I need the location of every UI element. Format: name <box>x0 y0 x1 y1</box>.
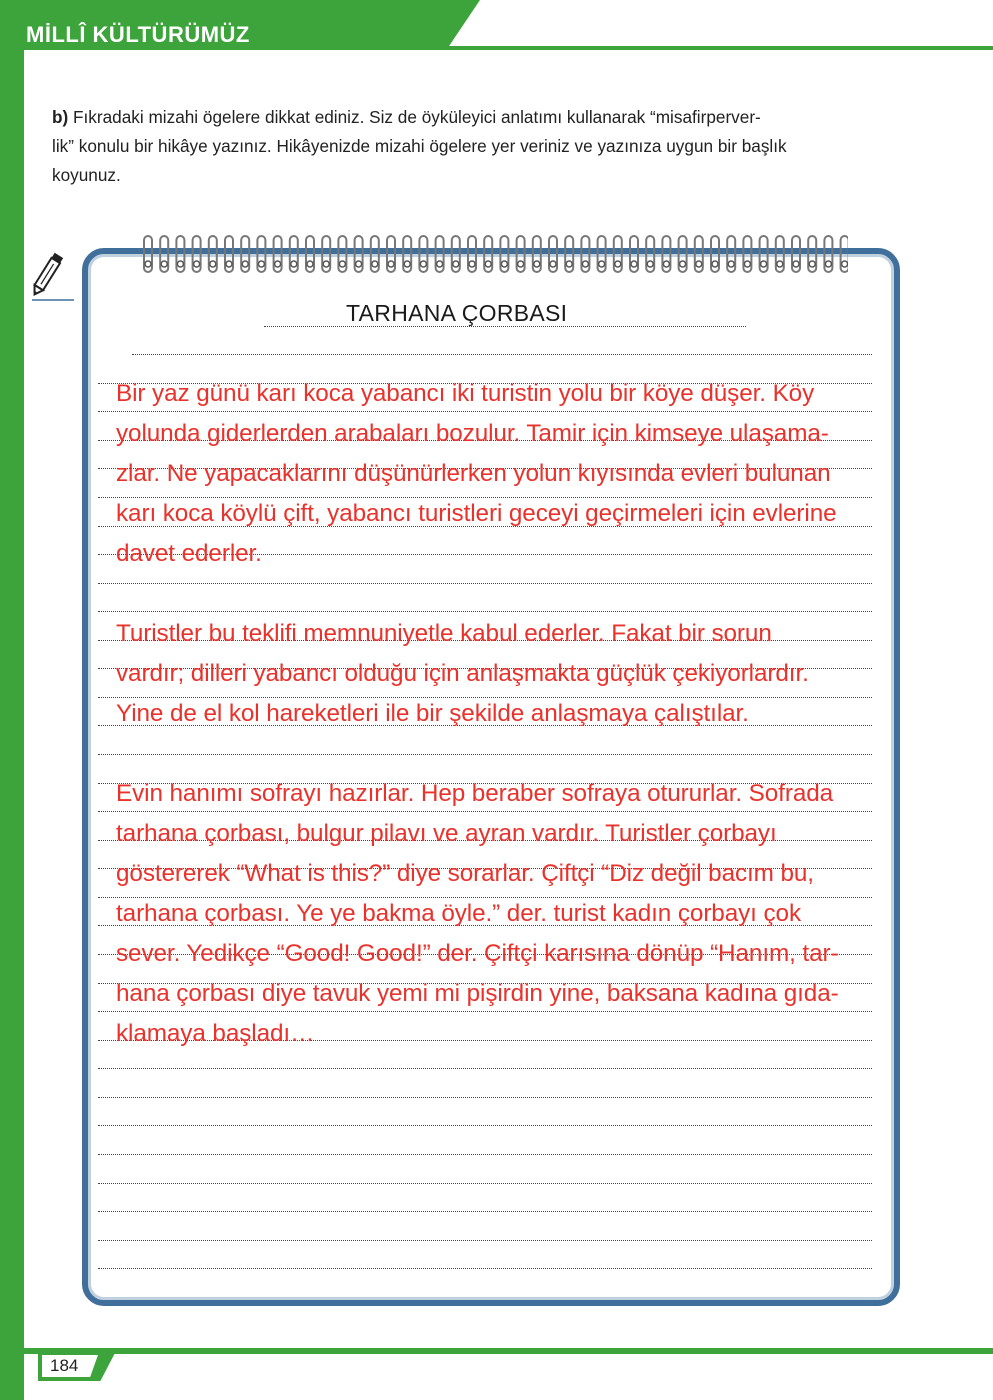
spiral-ring <box>581 236 589 272</box>
story-line: Yine de el kol hareketleri ile bir şekilde anlaşmaya çalıştılar. <box>116 700 749 727</box>
story-line: tarhana çorbası, bulgur pilavı ve ayran vardır. Turistler çorbayı <box>116 820 777 847</box>
spiral-ring <box>679 236 687 272</box>
spiral-ring <box>743 236 751 272</box>
spiral-ring <box>452 236 460 272</box>
page-number: 184 <box>50 1356 79 1375</box>
story-line: sever. Yedikçe “Good! Good!” der. Çiftçi karısına dönüp “Hanım, tar- <box>116 940 839 967</box>
instruction-text <box>52 103 914 190</box>
spiral-ring <box>517 236 525 272</box>
story-title: TARHANA ÇORBASI <box>346 300 568 326</box>
ruled-line <box>98 1211 872 1212</box>
spiral-ring <box>160 236 168 272</box>
instruction-line-1: Fıkradaki mizahi ögelere dikkat ediniz. Siz de öyküleyici anlatımı kullanarak “misafirperver- <box>68 107 761 127</box>
story-line: hana çorbası diye tavuk yemi mi pişirdin yine, baksana kadına gıda- <box>116 980 839 1007</box>
spiral-ring <box>290 236 298 272</box>
story-line: tarhana çorbası. Ye ye bakma öyle.” der. turist kadın çorbayı çok <box>116 900 801 927</box>
spiral-ring <box>808 236 816 272</box>
ruled-line <box>98 1183 872 1184</box>
story-line: karı koca köylü çift, yabancı turistleri geceyi geçirmeleri için evlerine <box>116 500 837 527</box>
spiral-ring <box>144 236 152 272</box>
spiral-ring <box>630 236 638 272</box>
story-line: davet ederler. <box>116 540 262 567</box>
spiral-ring <box>241 236 249 272</box>
story-line: Evin hanımı sofrayı hazırlar. Hep beraber sofraya otururlar. Sofrada <box>116 780 834 807</box>
spiral-ring <box>176 236 184 272</box>
ruled-line <box>98 611 872 612</box>
ruled-line <box>98 1125 872 1126</box>
spiral-ring <box>306 236 314 272</box>
spiral-ring <box>257 236 265 272</box>
ruled-line <box>98 411 872 412</box>
story-line: klamaya başladı… <box>116 1020 315 1047</box>
spiral-ring <box>711 236 719 272</box>
ruled-line <box>98 811 872 812</box>
spiral-ring <box>274 236 282 272</box>
chapter-title: MİLLÎ KÜLTÜRÜMÜZ <box>26 22 250 47</box>
story-line: vardır; dilleri yabancı olduğu için anlaşmakta güçlük çekiyorlardır. <box>116 660 809 687</box>
ruled-line <box>98 1068 872 1069</box>
spiral-ring <box>646 236 654 272</box>
story-line: Bir yaz günü karı koca yabancı iki turistin yolu bir köye düşer. Köy <box>116 380 815 407</box>
ruled-line <box>98 1268 872 1269</box>
spiral-ring <box>225 236 233 272</box>
spiral-ring <box>338 236 346 272</box>
instruction-line-3: koyunuz. <box>52 165 121 185</box>
spiral-ring <box>468 236 476 272</box>
story-line: zlar. Ne yapacaklarını düşünürlerken yolun kıyısında evleri bulunan <box>116 460 831 487</box>
spiral-ring <box>565 236 573 272</box>
header-rule <box>440 46 993 50</box>
spiral-ring <box>403 236 411 272</box>
spiral-ring <box>387 236 395 272</box>
instruction-line-2: lik” konulu bir hikâye yazınız. Hikâyenizde mizahi ögelere yer veriniz ve yazınıza uygun bir başlık <box>52 136 787 156</box>
story-line: göstererek “What is this?” diye sorarlar. Çiftçi “Diz değil bacım bu, <box>116 860 814 887</box>
ruled-line <box>98 1240 872 1241</box>
ruled-line <box>98 1154 872 1155</box>
ruled-line <box>98 1011 872 1012</box>
ruled-line <box>132 354 872 355</box>
spiral-ring <box>322 236 330 272</box>
instruction-label: b) <box>52 107 69 127</box>
spiral-ring <box>841 236 848 272</box>
spiral-ring <box>549 236 557 272</box>
spiral-ring <box>193 236 201 272</box>
spiral-ring <box>776 236 784 272</box>
pencil-icon <box>26 248 78 308</box>
spiral-ring <box>484 236 492 272</box>
spiral-ring <box>598 236 606 272</box>
left-margin-band <box>0 0 24 1400</box>
ruled-line <box>98 697 872 698</box>
ruled-line <box>98 754 872 755</box>
footer-rule <box>0 1348 993 1354</box>
spiral-ring <box>371 236 379 272</box>
spiral-ring <box>824 236 832 272</box>
spiral-ring <box>500 236 508 272</box>
story-line: yolunda giderlerden arabaları bozulur. Tamir için kimseye ulaşama- <box>116 420 829 447</box>
ruled-line <box>98 1097 872 1098</box>
spiral-ring <box>419 236 427 272</box>
ruled-line <box>98 583 872 584</box>
spiral-ring <box>760 236 768 272</box>
spiral-ring <box>695 236 703 272</box>
spiral-ring <box>614 236 622 272</box>
spiral-ring <box>209 236 217 272</box>
ruled-line <box>98 897 872 898</box>
ruled-line <box>98 497 872 498</box>
story-line: Turistler bu teklifi memnuniyetle kabul ederler. Fakat bir sorun <box>116 620 772 647</box>
spiral-ring <box>727 236 735 272</box>
spiral-ring <box>355 236 363 272</box>
spiral-ring <box>533 236 541 272</box>
spiral-ring <box>792 236 800 272</box>
spiral-binding <box>136 234 848 276</box>
spiral-ring <box>662 236 670 272</box>
spiral-ring <box>436 236 444 272</box>
